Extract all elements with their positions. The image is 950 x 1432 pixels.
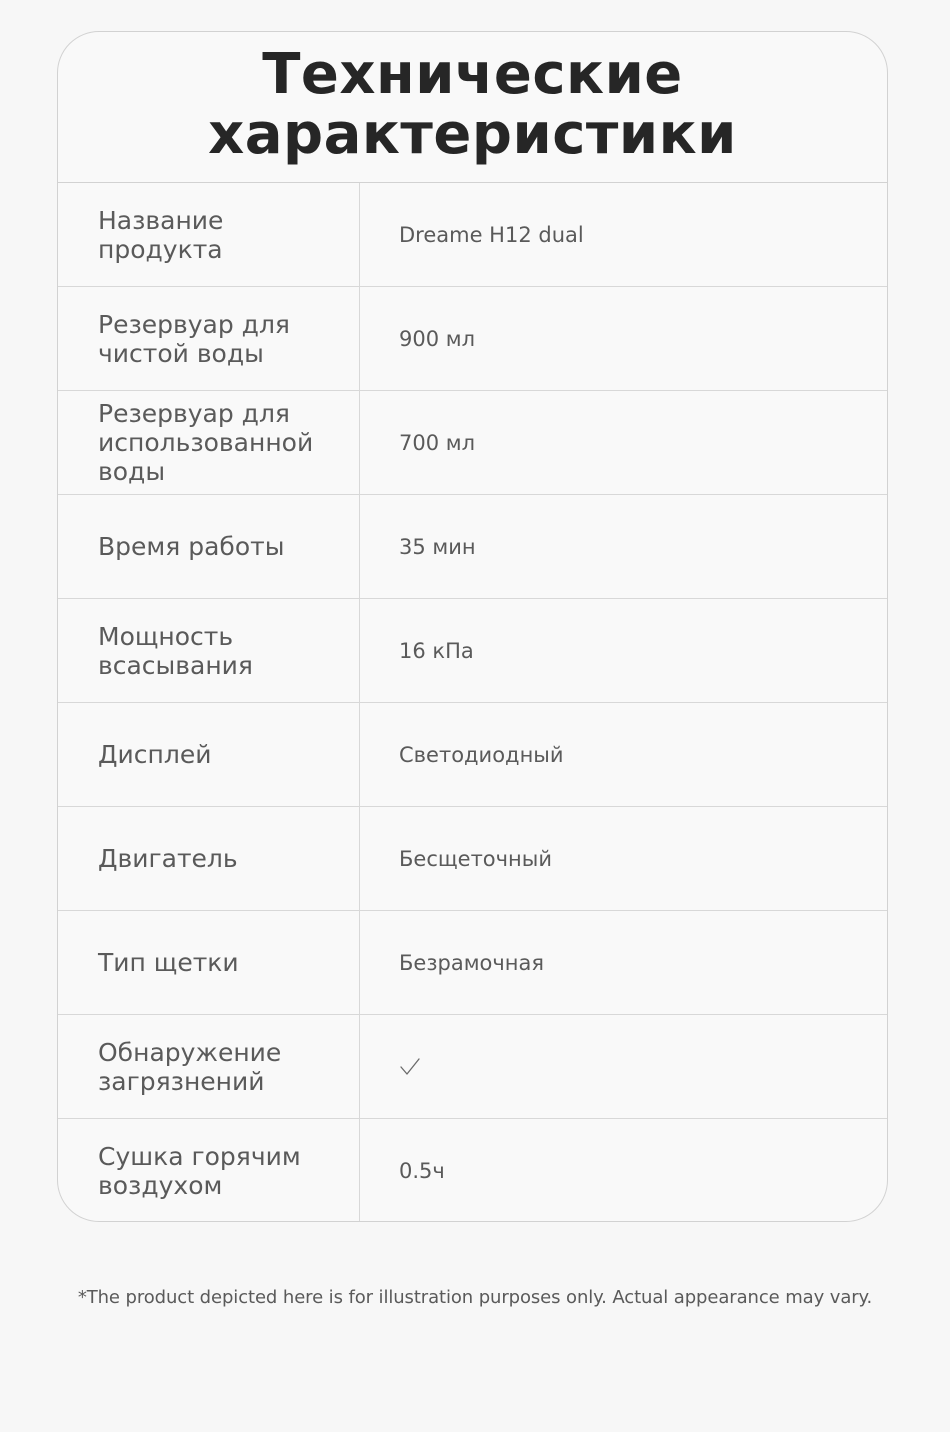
spec-row-display — [58, 703, 887, 807]
title-line-2: характеристики — [208, 102, 737, 167]
spec-label: Мощность всасывания — [58, 599, 360, 702]
spec-row-brush — [58, 911, 887, 1015]
spec-label: Название продукта — [58, 183, 360, 286]
checkmark-icon — [399, 1056, 421, 1078]
spec-value: Бесщеточный — [399, 846, 553, 871]
spec-label: Двигатель — [58, 807, 360, 910]
disclaimer-footnote: *The product depicted here is for illustration purposes only. Actual appearance may vary. — [77, 1287, 873, 1308]
spec-row-motor — [58, 807, 887, 911]
spec-label: Время работы — [58, 495, 360, 598]
spec-label: Резервуар для чистой воды — [58, 287, 360, 390]
spec-row-clean-tank — [58, 287, 887, 391]
spec-row-product-name — [58, 183, 887, 287]
spec-value: 35 мин — [399, 534, 476, 559]
page-title — [58, 32, 887, 183]
spec-value: Безрамочная — [399, 950, 545, 975]
spec-value: 16 кПа — [399, 638, 474, 663]
spec-value: 0.5ч — [399, 1159, 445, 1183]
spec-value: Dreame H12 dual — [399, 222, 584, 247]
spec-label: Обнаружение загрязнений — [58, 1015, 360, 1118]
spec-row-hot-air-drying — [58, 1119, 887, 1222]
spec-value: 900 мл — [399, 326, 476, 351]
spec-row-dirty-tank — [58, 391, 887, 495]
title-line-1: Технические — [262, 42, 683, 107]
spec-value — [360, 1015, 887, 1118]
spec-label: Дисплей — [58, 703, 360, 806]
spec-value: 700 мл — [399, 430, 476, 455]
spec-card — [57, 31, 888, 1222]
spec-label: Тип щетки — [58, 911, 360, 1014]
spec-label: Сушка горячим воздухом — [58, 1119, 360, 1222]
spec-row-dirt-detection — [58, 1015, 887, 1119]
spec-row-runtime — [58, 495, 887, 599]
spec-value: Светодиодный — [399, 742, 564, 767]
spec-label: Резервуар для использованной воды — [58, 391, 360, 494]
spec-row-suction — [58, 599, 887, 703]
